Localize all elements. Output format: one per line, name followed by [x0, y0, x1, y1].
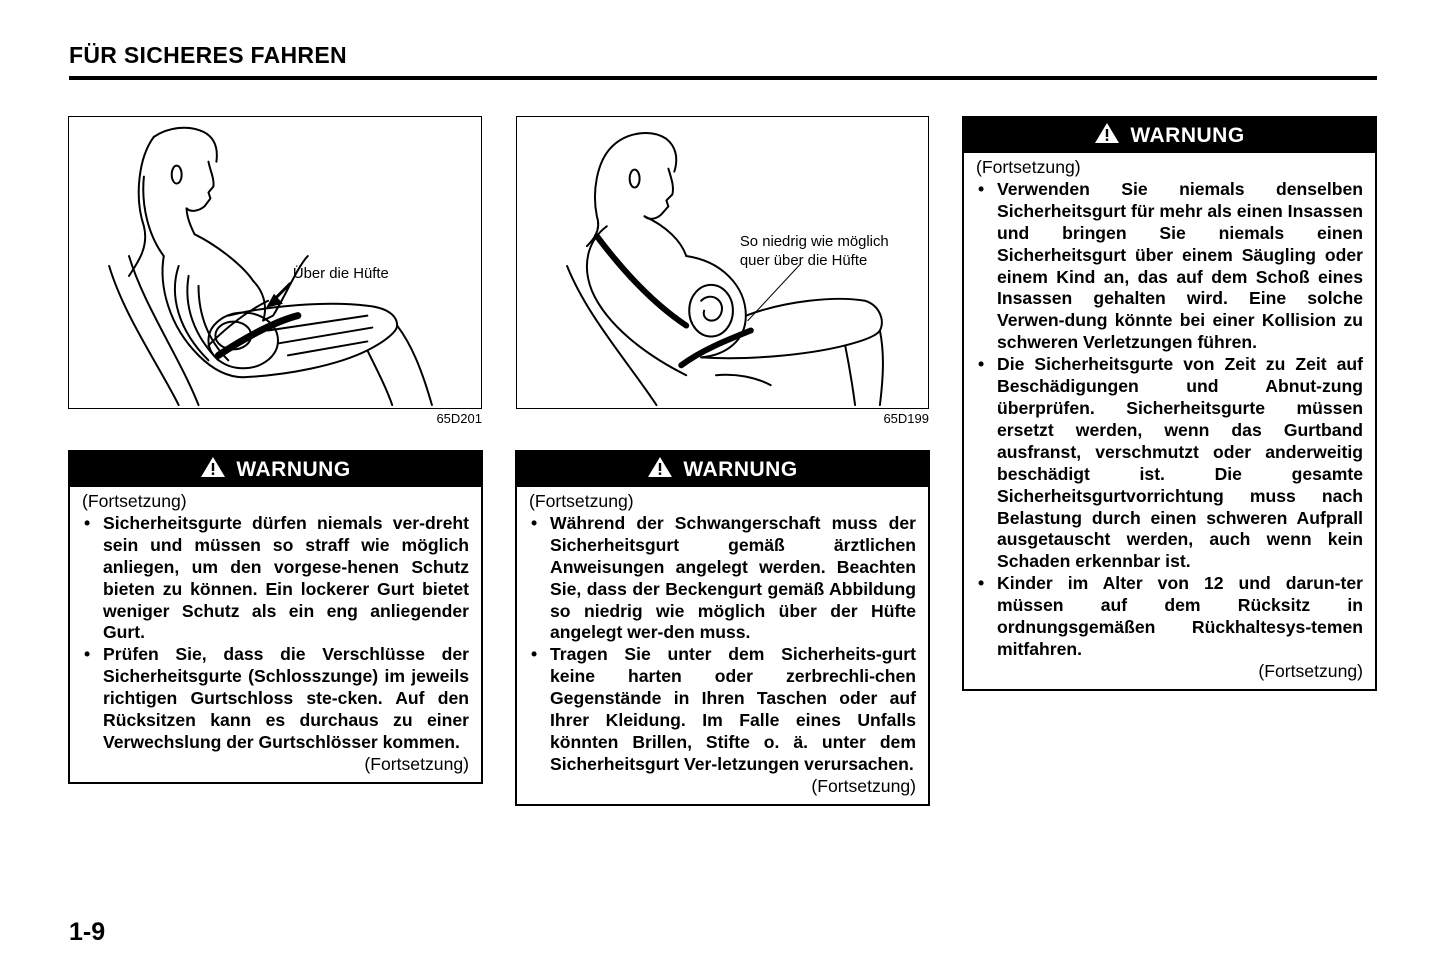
figure-seatbelt-hip — [68, 116, 482, 409]
continued-note: (Fortsetzung) — [529, 491, 634, 511]
seated-woman-illustration — [69, 117, 481, 408]
warning-header — [517, 452, 928, 487]
warning-body — [70, 487, 481, 782]
warning-box — [515, 450, 930, 806]
warning-triangle-icon — [1094, 122, 1120, 150]
figure-code: 65D201 — [436, 411, 482, 426]
warning-list — [529, 513, 916, 776]
warning-list — [976, 179, 1363, 661]
continued-note: (Fortsetzung) — [364, 753, 469, 774]
callout-label-line2: quer über die Hüfte — [739, 252, 868, 269]
figure-code: 65D199 — [883, 411, 929, 426]
warning-item: • Kinder im Alter von 12 und darun-ter müssen auf dem Rücksitz in ordnungsgemäßen Rückhaltesys-temen mitfahren. — [976, 573, 1363, 661]
section-title: FÜR SICHERES FAHREN — [69, 42, 347, 68]
callout-label: Über die Hüfte — [292, 265, 389, 282]
warning-body — [964, 153, 1375, 689]
warning-header — [964, 118, 1375, 153]
warning-item: • Tragen Sie unter dem Sicherheits-gurt keine harten oder zerbrechli-chen Gegenstände in Ihren Taschen oder auf Ihrer Kleidung. Im Falle eines Unfalls könnten Brillen, Stifte o. ä. unter dem Sicherheitsgurt Ver-letzungen verursachen. — [529, 644, 916, 775]
warning-item: • Prüfen Sie, dass die Verschlüsse der Sicherheitsgurte (Schlosszunge) im jeweils richtigen Gurtschloss ste-cken. Auf den Rücksitzen kann es durchaus zu einer Verwechslung der Gurtschlösser kommen. — [82, 644, 469, 754]
continued-note: (Fortsetzung) — [1258, 660, 1363, 681]
warning-item: • Während der Schwangerschaft muss der Sicherheitsgurt gemäß ärztlichen Anweisungen angelegt werden. Beachten Sie, dass der Beckengurt gemäß Abbildung so niedrig wie möglich über der Hüfte angelegt wer-den muss. — [529, 513, 916, 644]
pregnant-woman-illustration — [517, 117, 928, 408]
warning-heading: WARNUNG — [236, 457, 351, 481]
page-number: 1-9 — [69, 918, 106, 946]
title-rule — [69, 76, 1377, 80]
warning-item: • Verwenden Sie niemals denselben Sicherheitsgurt für mehr als einen Insassen und bringen Sie niemals einen Sicherheitsgurt über einem Säugling oder einem Kind an, das auf dem Schoß eines Insassen gehalten wird. Eine solche Verwen-dung könnte bei einer Kollision zu schweren Verletzungen führen. — [976, 179, 1363, 354]
warning-list — [82, 513, 469, 754]
warning-triangle-icon — [200, 456, 226, 484]
warning-item: • Die Sicherheitsgurte von Zeit zu Zeit auf Beschädigungen und Abnut-zung überprüfen. Sicherheitsgurte müssen ersetzt werden, wenn das Gurtband ausfranst, verschmutzt oder anderweitig beschädigt ist. Die gesamte Sicherheitsgurtvorrichtung muss nach Belastung durch einen schweren Aufprall ausgetauscht werden, auch wenn kein Schaden erkennbar ist. — [976, 354, 1363, 573]
warning-item: • Sicherheitsgurte dürfen niemals ver-dreht sein und müssen so straff wie möglich anliegen, um den vorgese-henen Schutz bieten zu können. Ein lockerer Gurt bietet weniger Schutz als ein eng anliegender Gurt. — [82, 513, 469, 644]
warning-heading: WARNUNG — [1130, 123, 1245, 147]
continued-note: (Fortsetzung) — [811, 775, 916, 796]
continued-note: (Fortsetzung) — [82, 491, 187, 511]
warning-header — [70, 452, 481, 487]
callout-label-line1: So niedrig wie möglich — [739, 234, 889, 251]
warning-triangle-icon — [647, 456, 673, 484]
warning-heading: WARNUNG — [683, 457, 798, 481]
warning-box — [962, 116, 1377, 691]
figure-pregnant-seatbelt — [516, 116, 929, 409]
continued-note: (Fortsetzung) — [976, 157, 1081, 177]
warning-box — [68, 450, 483, 784]
warning-body — [517, 487, 928, 804]
